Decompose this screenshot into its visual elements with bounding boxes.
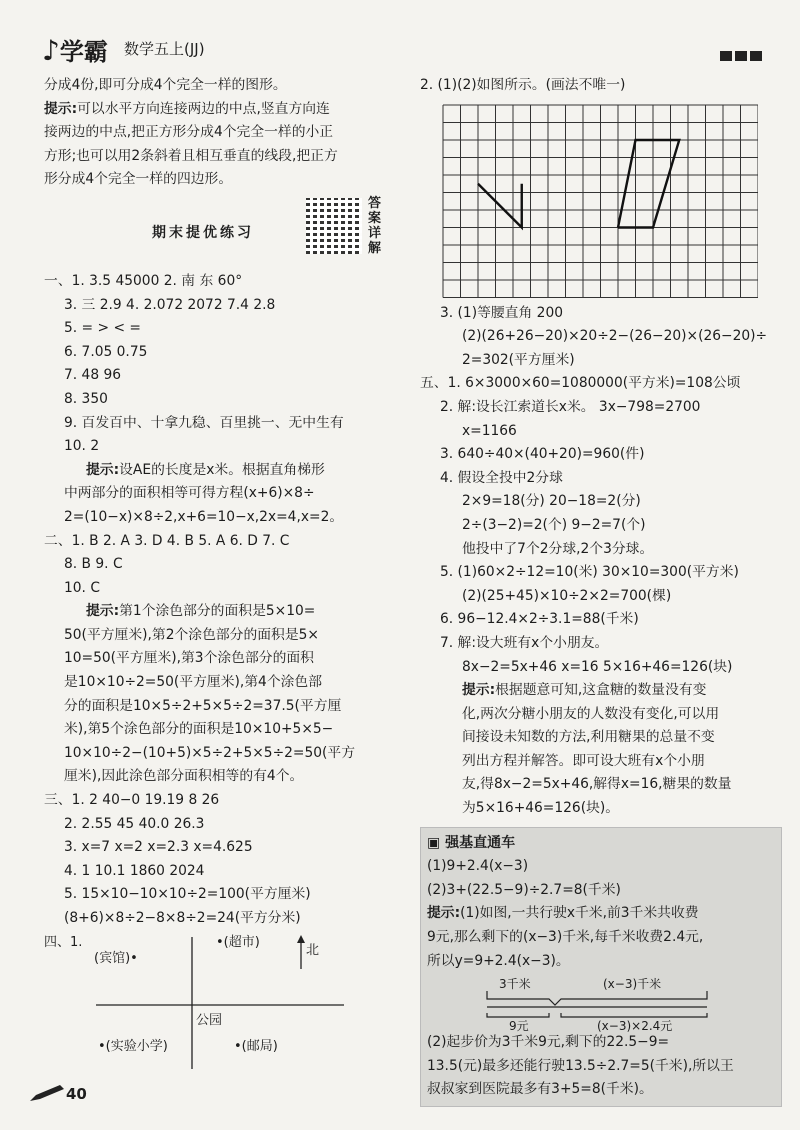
grid-paper	[442, 104, 758, 302]
answer-line: 10. C	[64, 579, 100, 596]
page-number: 40	[66, 1085, 87, 1103]
box-line: 13.5(元)最多还能行驶13.5÷2.7=5(千米),所以王	[427, 1057, 734, 1074]
box-hint: 提示:(1)如图,一共行驶x千米,前3千米共收费	[427, 905, 699, 922]
answer-line: 2=302(平方厘米)	[462, 351, 575, 368]
intro-line: 接两边的中点,把正方形分成4个完全一样的小正	[44, 124, 334, 141]
answer-line: 2÷(3−2)=2(个) 9−2=7(个)	[462, 516, 646, 533]
box-line: (1)9+2.4(x−3)	[427, 858, 529, 875]
hint-line: 化,两次分糖小朋友的人数没有变化,可以用	[462, 705, 720, 722]
hint-line: 提示:设AE的长度是x米。根据直角梯形	[86, 461, 325, 478]
answer-line: 3. (1)等腰直角 200	[440, 304, 563, 321]
diagram-label: (x−3)×2.4元	[597, 1019, 673, 1034]
answer-line: 他投中了7个2分球,2个3分球。	[462, 540, 654, 557]
answer-line: 7. 解:设大班有x个小朋友。	[440, 634, 609, 651]
intro-hint: 提示:可以水平方向连接两边的中点,竖直方向连	[44, 100, 330, 117]
intro-line: 方形;也可以用2条斜着且相互垂直的线段,把正方	[44, 147, 338, 164]
answer-line: 7. 48 96	[64, 367, 122, 384]
answer-line: 3. 640÷40×(40+20)=960(件)	[440, 446, 645, 463]
answer-line: 3. x=7 x=2 x=2.3 x=4.625	[64, 839, 253, 856]
box-title: ▣ 强基直通车	[427, 834, 516, 851]
market-label: •(超市)	[216, 934, 260, 950]
grid-figure	[442, 104, 758, 302]
qr-pattern	[306, 198, 362, 254]
hint-line: 2=(10−x)×8÷2,x+6=10−x,2x=4,x=2。	[64, 508, 344, 525]
answer-line: 2×9=18(分) 20−18=2(分)	[462, 493, 641, 510]
hint-line: 中两部分的面积相等可得方程(x+6)×8÷	[64, 485, 315, 502]
answer-line: 4. 1 10.1 1860 2024	[64, 862, 205, 879]
logo-mark-icon: ♪	[42, 34, 60, 67]
answer-line: 8x−2=5x+46 x=16 5×16+46=126(块)	[462, 658, 733, 675]
answer-line: 8. B 9. C	[64, 556, 123, 573]
hint-line: 列出方程并解答。即可设大班有x个小朋	[462, 752, 705, 769]
answer-line: 2. (1)(2)如图所示。(画法不唯一)	[420, 77, 626, 93]
answer-line: 6. 96−12.4×2÷3.1=88(千米)	[440, 611, 639, 628]
extension-box	[420, 827, 782, 1107]
answer-line: 三、1. 2 40−0 19.19 8 26	[44, 792, 220, 809]
fare-diagram	[427, 973, 775, 1034]
diagram-label: 9元	[509, 1019, 529, 1034]
diagram-label: 3千米	[499, 977, 531, 992]
answer-line: 10. 2	[64, 438, 100, 455]
answer-line: 5. = > < =	[64, 320, 141, 337]
book-icon: ▣	[427, 834, 441, 851]
hint-line: 友,得8x−2=5x+46,解得x=16,糖果的数量	[462, 776, 732, 793]
intro-line: 分成4份,即可分成4个完全一样的图形。	[44, 77, 287, 93]
answer-line: 4. 假设全投中2分球	[440, 469, 563, 486]
section-header	[44, 196, 400, 270]
north-label: 北	[306, 942, 320, 958]
hint-line: 分的面积是10×5÷2+5×5÷2=37.5(平方厘	[64, 697, 342, 714]
box-line: 9元,那么剩下的(x−3)千米,每千米收费2.4元,	[427, 929, 704, 946]
answer-line: 二、1. B 2. A 3. D 4. B 5. A 6. D 7. C	[44, 532, 290, 549]
hint-line: 提示:第1个涂色部分的面积是5×10=	[86, 603, 316, 620]
hint-line: 50(平方厘米),第2个涂色部分的面积是5×	[64, 626, 319, 643]
answer-line: 2. 解:设长江索道长x米。 3x−798=2700	[440, 398, 701, 415]
box-line: 叔叔家到医院最多有3+5=8(千米)。	[427, 1081, 653, 1098]
answer-line: 2. 2.55 45 40.0 26.3	[64, 815, 205, 832]
answer-line: (8+6)×8÷2−8×8÷2=24(平方分米)	[64, 910, 301, 926]
answer-line: (2)(25+45)×10÷2×2=700(棵)	[462, 587, 672, 604]
diagram-label: (x−3)千米	[603, 977, 662, 992]
subject-title: 数学五上(JJ)	[124, 40, 205, 58]
answer-line: 6. 7.05 0.75	[64, 343, 148, 360]
hint-line: 厘米),因此涂色部分面积相等的有4个。	[64, 768, 304, 785]
section-title: 期末提优练习	[152, 224, 254, 241]
school-label: •(实验小学)	[98, 1038, 168, 1054]
brand-name: 学霸	[59, 38, 108, 66]
answer-line: 5. (1)60×2÷12=10(米) 30×10=300(平方米)	[440, 564, 739, 581]
right-column	[420, 74, 776, 1107]
hint-line: 间接设未知数的方法,利用糖果的总量不变	[462, 729, 715, 746]
brand-logo	[42, 32, 108, 67]
hotel-label: (宾馆)•	[94, 950, 138, 966]
page-header	[42, 32, 762, 68]
hint-line: 为5×16+46=126(块)。	[462, 800, 620, 817]
hint-line: 10×10÷2−(10+5)×5÷2+5×5÷2=50(平方	[64, 744, 356, 761]
intro-line: 形分成4个完全一样的四边形。	[44, 171, 233, 188]
answer-line: 5. 15×10−10×10÷2=100(平方厘米)	[64, 886, 311, 903]
box-line: (2)起步价为3千米9元,剩下的22.5−9=	[427, 1034, 670, 1051]
box-line: (2)3+(22.5−9)÷2.7=8(千米)	[427, 881, 621, 898]
answer-line: 一、1. 3.5 45000 2. 南 东 60°	[44, 272, 243, 289]
answer-line: x=1166	[462, 422, 517, 439]
answer-line: 9. 百发百中、十拿九稳、百里挑一、无中生有	[64, 414, 344, 431]
hint-line: 10=50(平方厘米),第3个涂色部分的面积	[64, 650, 314, 667]
answer-line: (2)(26+26−20)×20÷2−(26−20)×(26−20)÷	[462, 328, 768, 345]
header-squares	[717, 46, 762, 65]
box-line: 所以y=9+2.4(x−3)。	[427, 952, 570, 969]
park-label: 公园	[196, 1012, 223, 1028]
location-map	[44, 931, 384, 1071]
answer-line: 8. 350	[64, 390, 108, 407]
post-office-label: •(邮局)	[234, 1038, 278, 1054]
left-column	[44, 74, 400, 1071]
section-label: 四、1.	[44, 934, 83, 950]
answer-line: 3. 三 2.9 4. 2.072 2072 7.4 2.8	[64, 296, 276, 313]
hint-line: 是10×10÷2=50(平方厘米),第4个涂色部	[64, 674, 323, 691]
hint-line: 米),第5个涂色部分的面积是10×10+5×5−	[64, 721, 334, 738]
hint-line: 提示:根据题意可知,这盒糖的数量没有变	[462, 682, 707, 699]
pen-icon	[30, 1083, 64, 1103]
answer-line: 五、1. 6×3000×60=1080000(平方米)=108公顷	[420, 375, 741, 392]
qr-label: 答案详解	[368, 195, 382, 256]
